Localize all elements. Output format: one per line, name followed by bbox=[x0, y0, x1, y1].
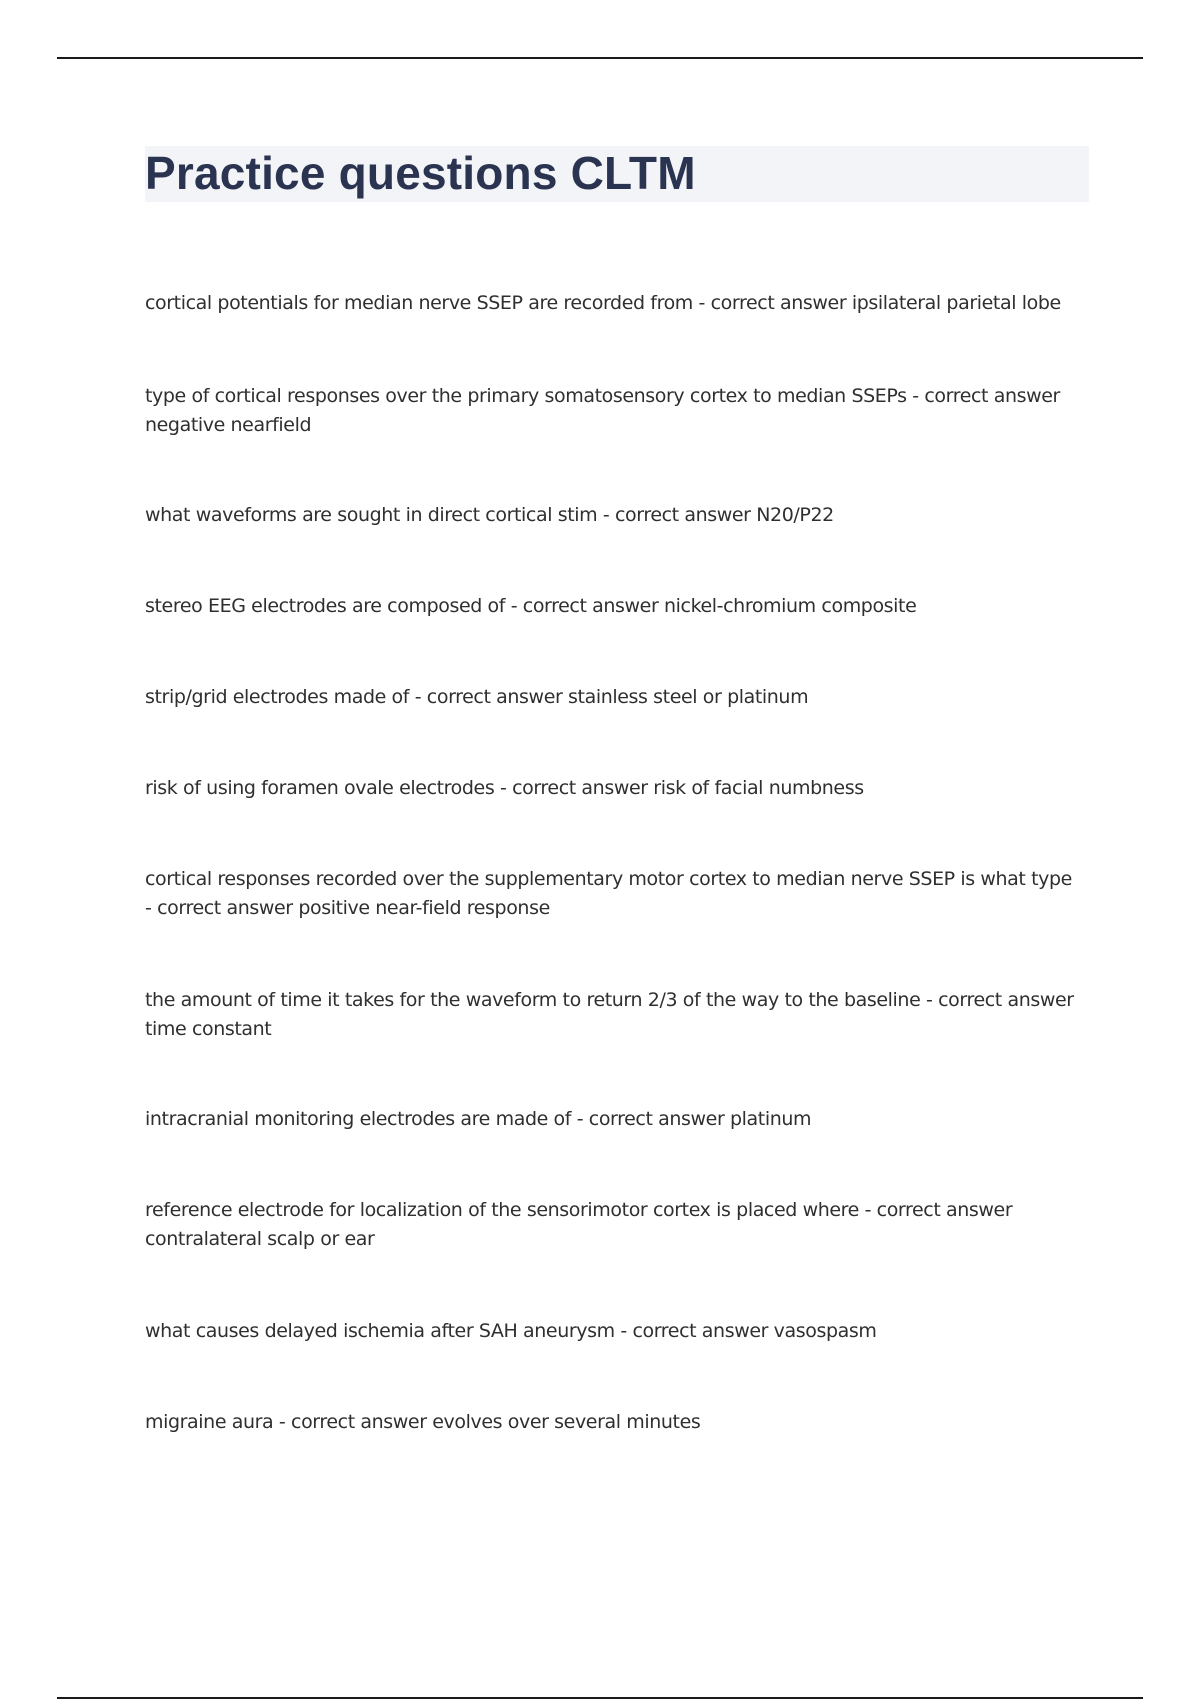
bottom-rule bbox=[57, 1697, 1143, 1699]
qa-item: reference electrode for localization of the sensorimotor cortex is placed where - correct answer contralateral scalp or ear bbox=[145, 1199, 1013, 1250]
qa-item: what causes delayed ischemia after SAH aneurysm - correct answer vasospasm bbox=[145, 1320, 877, 1342]
qa-item: type of cortical responses over the primary somatosensory cortex to median SSEPs - correct answer negative nearfield bbox=[145, 385, 1060, 436]
qa-item: migraine aura - correct answer evolves over several minutes bbox=[145, 1411, 701, 1433]
qa-item: strip/grid electrodes made of - correct answer stainless steel or platinum bbox=[145, 686, 809, 708]
qa-item: risk of using foramen ovale electrodes - correct answer risk of facial numbness bbox=[145, 777, 864, 799]
document-title: Practice questions CLTM bbox=[145, 147, 696, 199]
qa-item: what waveforms are sought in direct cortical stim - correct answer N20/P22 bbox=[145, 504, 834, 526]
top-rule bbox=[57, 57, 1143, 59]
qa-item: cortical potentials for median nerve SSEP are recorded from - correct answer ipsilateral parietal lobe bbox=[145, 292, 1061, 314]
qa-item: intracranial monitoring electrodes are made of - correct answer platinum bbox=[145, 1108, 812, 1130]
qa-item: stereo EEG electrodes are composed of - correct answer nickel-chromium composite bbox=[145, 595, 917, 617]
qa-item: the amount of time it takes for the waveform to return 2/3 of the way to the baseline - correct answer time constant bbox=[145, 989, 1074, 1040]
qa-item: cortical responses recorded over the supplementary motor cortex to median nerve SSEP is what type - correct answer positive near-field response bbox=[145, 868, 1072, 919]
